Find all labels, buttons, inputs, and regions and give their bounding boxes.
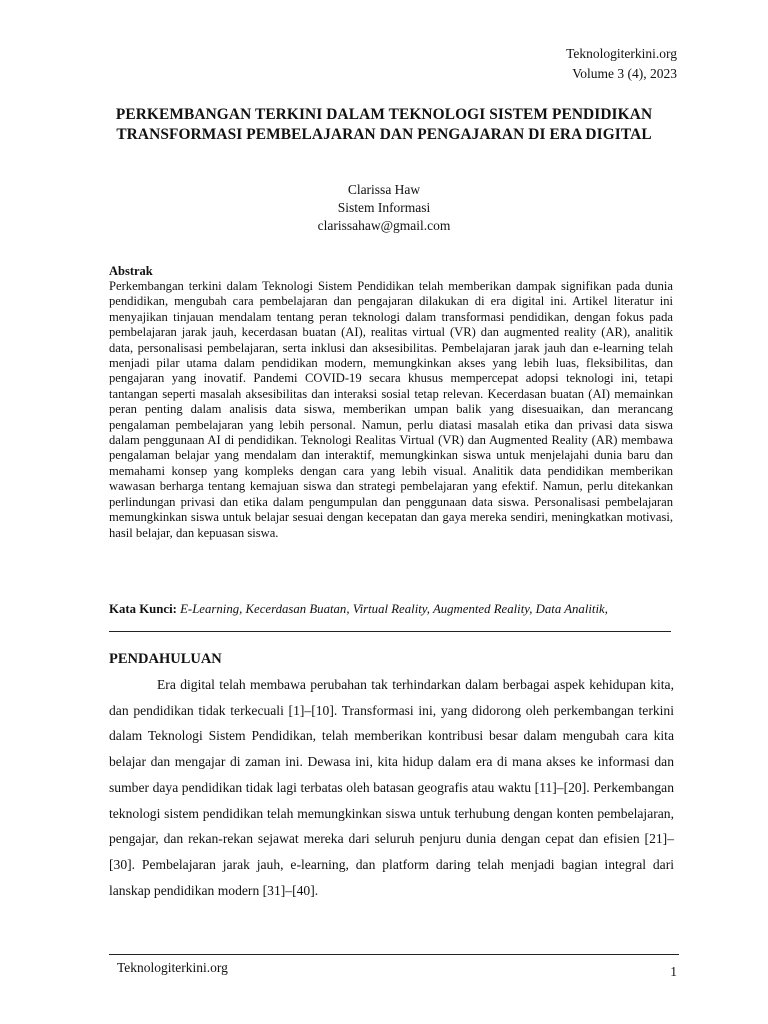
keywords-values: E-Learning, Kecerdasan Buatan, Virtual Reality, Augmented Reality, Data Analitik,: [180, 602, 608, 616]
author-name: Clarissa Haw: [347, 182, 421, 197]
author-affiliation: Sistem Informasi: [337, 200, 431, 215]
abstract-heading: Abstrak: [109, 264, 153, 278]
keywords-label: Kata Kunci:: [109, 602, 177, 616]
page-number: 1: [670, 964, 677, 979]
section-body: Era digital telah membawa perubahan tak terhindarkan dalam berbagai aspek kehidupan kita, dan pendidikan tidak terkecuali [1]–[10]. Transformasi ini, yang didorong oleh perkembangan terkini dalam Teknologi Sistem Pendidikan, telah memberikan kontribusi besar dalam mengubah cara kita belajar dan mengajar di zaman ini. Dewasa ini, kita hidup dalam era di mana akses ke informasi dan sumber daya pendidikan tidak lagi terbatas oleh batasan geografis atau waktu [11]–[20]. Perkembangan teknologi sistem pendidikan telah memungkinkan siswa untuk terhubung dengan konten pembelajaran, pengajar, dan rekan-rekan sejawat mereka dari seluruh penjuru dunia dengan cepat dan efisien [21]–[30]. Pembelajaran jarak jauh, e-learning, dan platform daring telah menjadi bagian integral dari lanskap pendidikan modern [31]–[40].: [109, 677, 674, 898]
author-block: [100, 181, 668, 235]
abstract-text: Perkembangan terkini dalam Teknologi Sistem Pendidikan telah memberikan dampak signifikan pada dunia pendidikan, mengubah cara pembelajaran dan pengajaran dilakukan di era digital ini. Artikel literatur ini menyajikan tinjauan mendalam tentang peran teknologi dalam transformasi pendidikan, dengan fokus pada pembelajaran jarak jauh, kecerdasan buatan (AI), realitas virtual (VR) dan augmented reality (AR), analitik data, personalisasi pembelajaran, serta inklusi dan aksesibilitas. Pembelajaran jarak jauh dan e-learning telah menjadi pilar utama dalam pendidikan modern, memungkinkan akses yang lebih luas, fleksibilitas, dan pengajaran yang inovatif. Pandemi COVID-19 secara khusus mempercepat adopsi teknologi ini, tetapi tantangan seperti masalah aksesibilitas dan interaksi sosial tetap relevan. Kecerdasan buatan (AI) memainkan peran penting dalam analisis data siswa, memberikan umpan balik yang disesuaikan, dan merancang pengalaman pembelajaran yang lebih personal. Namun, perlu diatasi masalah etika dan privasi data siswa dalam penggunaan AI di pendidikan. Teknologi Realitas Virtual (VR) dan Augmented Reality (AR) membawa pengalaman belajar yang mendalam dan interaktif, memungkinkan siswa untuk menjelajahi dunia baru dan memahami konsep yang kompleks dengan cara yang lebih visual. Analitik data pendidikan memberikan wawasan berharga tentang kemajuan siswa dan strategi pembelajaran yang efektif. Namun, perlu ditekankan perlindungan privasi dan etika dalam pengumpulan dan penggunaan data siswa. Personalisasi pembelajaran memungkinkan siswa untuk belajar sesuai dengan kecepatan dan gaya mereka sendiri, meningkatkan motivasi, hasil belajar, dan kepuasan siswa.: [109, 279, 673, 540]
header-site: Teknologiterkini.org: [566, 46, 677, 61]
section-divider: [109, 631, 671, 632]
footer-site: Teknologiterkini.org: [117, 960, 228, 975]
section-heading: PENDAHULUAN: [109, 651, 222, 667]
footer-divider: [109, 954, 679, 955]
running-header: [566, 44, 677, 84]
author-email: clarissahaw@gmail.com: [317, 218, 451, 233]
keywords-line: [109, 601, 684, 617]
paper-title: PERKEMBANGAN TERKINI DALAM TEKNOLOGI SISTEM PENDIDIKAN TRANSFORMASI PEMBELAJARAN DAN PENGAJARAN DI ERA DIGITAL: [115, 106, 653, 143]
header-volume: Volume 3 (4), 2023: [572, 66, 677, 81]
